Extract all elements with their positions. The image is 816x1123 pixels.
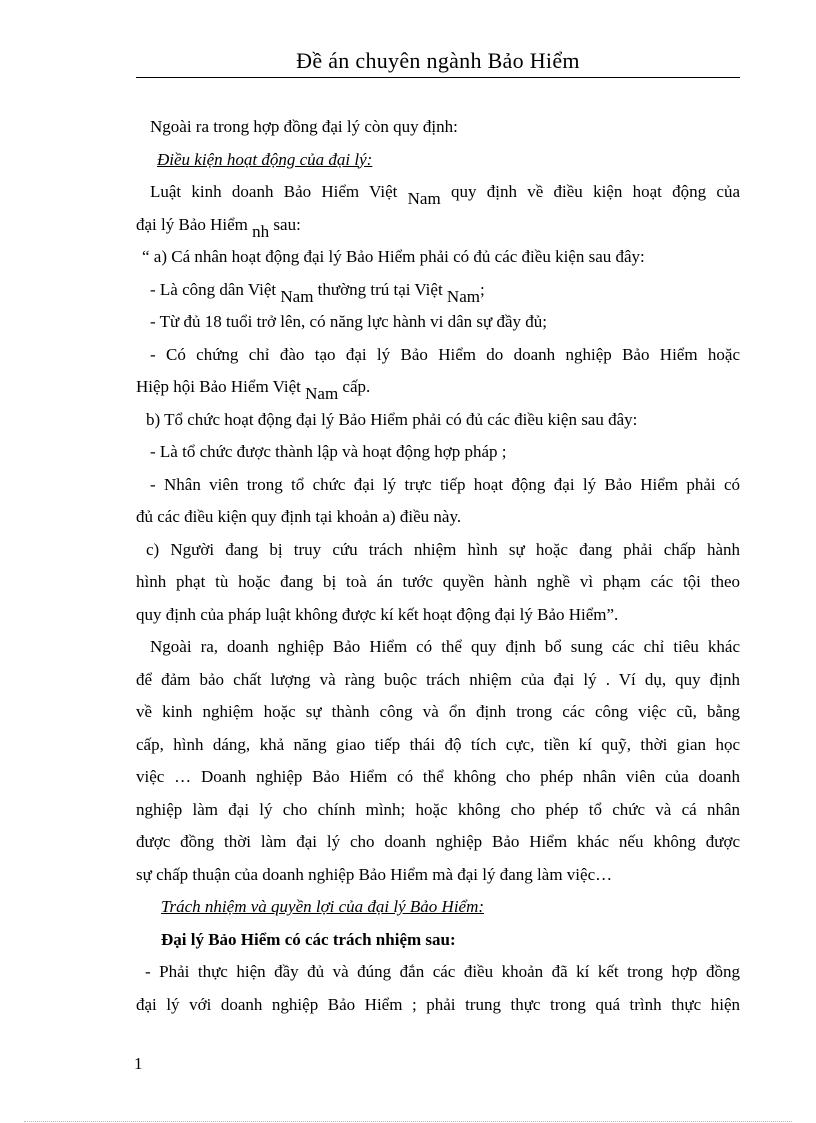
paragraph-line [136, 667, 740, 700]
line-text: việc … Doanh nghiệp Bảo Hiểm có thể không cho phép nhân viên của doanh [136, 767, 740, 786]
line-text: quy định của pháp luật không được kí kết hoạt động đại lý Bảo Hiểm”. [136, 604, 619, 624]
line-text: - Nhân viên trong tổ chức đại lý trực tiếp hoạt động đại lý Bảo Hiểm phải có [150, 474, 740, 494]
paragraph-line [136, 504, 740, 537]
paragraph-line [136, 244, 740, 277]
paragraph-line [136, 699, 740, 732]
line-fragment: Luật kinh doanh Bảo Hiểm Việt [150, 182, 408, 201]
lowered-word: Nam [446, 286, 480, 306]
paragraph-line [136, 927, 740, 960]
lowered-word: nh [252, 221, 270, 241]
line-text: Trách nhiệm và quyền lợi của đại lý Bảo Hiểm: [161, 897, 485, 916]
line-text: Ngoài ra, doanh nghiệp Bảo Hiểm có thể quy định bổ sung các chỉ tiêu khác [150, 637, 740, 656]
paragraph-line [136, 179, 740, 212]
line-text: đại lý với doanh nghiệp Bảo Hiểm ; phải trung thực trong quá trình thực hiện [136, 994, 740, 1014]
line-text: - Có chứng chỉ đào tạo đại lý Bảo Hiểm do doanh nghiệp Bảo Hiểm hoặc [150, 344, 740, 364]
paragraph-line [136, 407, 740, 440]
paragraph-line [136, 277, 740, 310]
document-body [136, 114, 740, 1024]
line-text: để đảm bảo chất lượng và ràng buộc trách nhiệm của đại lý . Ví dụ, quy định [136, 669, 740, 689]
paragraph-line [136, 147, 740, 180]
lowered-word: Nam [280, 286, 314, 306]
header-divider [136, 77, 740, 78]
line-text: đủ các điều kiện quy định tại khoản a) điều này. [136, 507, 462, 526]
paragraph-line [136, 602, 740, 635]
line-text: “ a) Cá nhân hoạt động đại lý Bảo Hiểm phải có đủ các điều kiện sau đây: [142, 247, 645, 266]
line-fragment: cấp. [338, 377, 371, 396]
line-text: Ngoài ra trong hợp đồng đại lý còn quy định: [150, 117, 458, 136]
paragraph-line [136, 439, 740, 472]
paragraph-line [136, 634, 740, 667]
line-text: - Là tổ chức được thành lập và hoạt động hợp pháp ; [150, 442, 507, 461]
line-text: về kinh nghiệm hoặc sự thành công và ổn định trong các công việc cũ, bằng [136, 702, 740, 721]
line-text: c) Người đang bị truy cứu trách nhiệm hình sự hoặc đang phải chấp hành [146, 539, 740, 559]
line-text: b) Tổ chức hoạt động đại lý Bảo Hiểm phải có đủ các điều kiện sau đây: [146, 409, 638, 429]
line-text: Đại lý Bảo Hiểm có các trách nhiệm sau: [161, 929, 456, 949]
paragraph-line [136, 309, 740, 342]
line-text [150, 280, 485, 306]
page-number: 1 [134, 1054, 143, 1073]
lowered-word: Nam [305, 384, 339, 403]
line-text: - Phải thực hiện đầy đủ và đúng đắn các điều khoản đã kí kết trong hợp đồng [145, 962, 740, 981]
paragraph-line [136, 862, 740, 895]
line-text: được đồng thời làm đại lý cho doanh nghiệp Bảo Hiểm khác nếu không được [136, 832, 740, 851]
lowered-word: Nam [407, 189, 441, 208]
line-text [150, 182, 740, 208]
paragraph-line [136, 374, 740, 407]
line-text [136, 377, 370, 403]
line-text: Điều kiện hoạt động của đại lý: [157, 149, 373, 169]
line-text: - Từ đủ 18 tuổi trở lên, có năng lực hành vi dân sự đầy đủ; [150, 312, 548, 331]
paragraph-line [136, 472, 740, 505]
paragraph-line [136, 114, 740, 147]
line-fragment: quy định về điều kiện hoạt động của [440, 182, 741, 201]
paragraph-line [136, 797, 740, 830]
line-text: sự chấp thuận của doanh nghiệp Bảo Hiểm mà đại lý đang làm việc… [136, 864, 613, 884]
page-bottom-divider [24, 1121, 792, 1122]
line-fragment: Hiệp hội Bảo Hiểm Việt [136, 377, 306, 396]
paragraph-line [136, 894, 740, 927]
line-text [136, 215, 301, 241]
line-text: cấp, hình dáng, khả năng giao tiếp thái độ tích cực, tiền kí quỹ, thời gian học [136, 734, 740, 754]
paragraph-line [136, 992, 740, 1025]
line-fragment: ; [479, 279, 485, 299]
line-text: nghiệp làm đại lý cho chính mình; hoặc không cho phép tổ chức và cá nhân [136, 799, 740, 819]
paragraph-line [136, 212, 740, 245]
line-fragment: thường trú tại Việt [313, 279, 447, 299]
paragraph-line [136, 569, 740, 602]
paragraph-line [136, 342, 740, 375]
paragraph-line [136, 959, 740, 992]
line-fragment: sau: [269, 214, 301, 234]
line-fragment: - Là công dân Việt [150, 279, 281, 299]
page-header-title: Đề án chuyên ngành Bảo Hiểm [296, 48, 580, 73]
paragraph-line [136, 764, 740, 797]
line-text: hình phạt tù hoặc đang bị toà án tước quyền hành nghề vì phạm các tội theo [136, 572, 740, 591]
paragraph-line [136, 537, 740, 570]
paragraph-line [136, 829, 740, 862]
paragraph-line [136, 732, 740, 765]
line-fragment: đại lý Bảo Hiểm [136, 214, 253, 234]
